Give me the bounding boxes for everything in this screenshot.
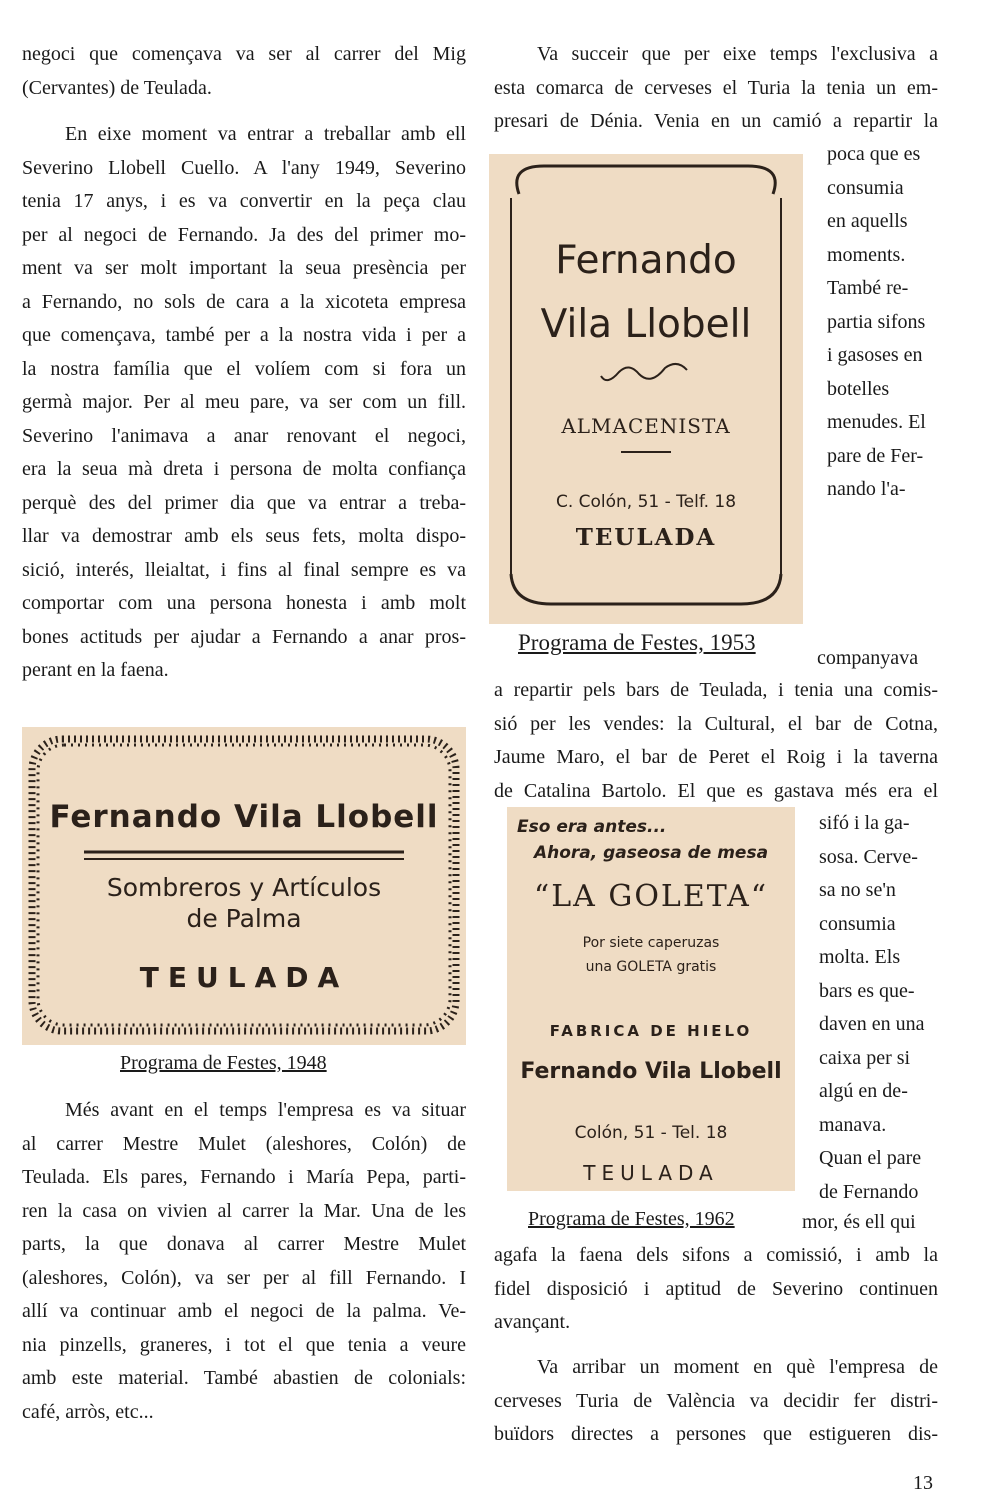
text-line: ren la casa on vivien al carrer la Mar. Una de les [22,1199,466,1222]
text-line: sa no se'n [819,879,896,901]
text-line: perant en la faena. [22,659,169,681]
text-line: partia sifons [827,310,926,333]
text-line: ment va ser molt important la seua presència per [22,257,466,279]
text-line-fragment: companyava [817,647,919,669]
text-line: la nostra família que el volíem com si fora un [22,357,466,380]
ad-1953-address: C. Colón, 51 - Telf. 18 [555,492,737,512]
text-line: Va succeir que per eixe temps l'exclusiva a [537,43,938,65]
text-line: esta comarca de cerveses el Turia la tenia un em- [494,76,938,99]
text-line: bars es que- [819,979,915,1002]
text-line: algú en de- [819,1080,908,1102]
ad-1953-line1: Fernando [555,238,737,283]
text-line: llar va demostrar amb els seus fets, molta dispo- [22,525,466,547]
text-line: buïdors directes a persones que estigueren dis- [494,1423,938,1445]
ad-1948-image [22,727,466,1045]
text-line: Més avant en el temps l'empresa es va situar [65,1099,466,1121]
caption-1953: Programa de Festes, 1953 [518,630,756,655]
ad-1953-line2: Vila Llobell [540,302,752,347]
text-line: café, arròs, etc... [22,1400,154,1423]
right-paragraph-1-top [494,38,938,139]
text-line: nia pinzells, graneres, i tot el que tenia a veure [22,1333,466,1356]
ad-1948-name: Fernando Vila Llobell [49,799,439,835]
text-line: era la seua mà dreta i persona de molta confiança [22,458,466,480]
text-line: moments. [827,243,906,266]
ad-1962-address: Colón, 51 - Tel. 18 [574,1123,728,1143]
text-line: pare de Fer- [827,444,924,467]
text-line: agafa la faena dels sifons a comissió, i amb la [494,1244,938,1266]
ad-1953-role: ALMACENISTA [561,414,731,438]
text-line: Va arribar un moment en què l'empresa de [537,1356,938,1378]
ad-1962-brand: “LA GOLETA“ [533,879,769,914]
right-paragraph-2 [494,1351,938,1452]
text-line: nando l'a- [827,478,906,500]
text-line: de Fernando [819,1180,919,1203]
text-line: a Fernando, no sols de cara a la xicoteta empresa [22,290,466,313]
text-line: amb este material. També abastien de colonials: [22,1367,466,1389]
text-line: (aleshores, Colón), va ser per al fill Fernando. I [22,1266,466,1289]
ad-1948-line1: Sombreros y Artículos [106,873,382,902]
text-line: caixa per si [819,1046,911,1069]
ad-1948-town: TEULADA [139,961,349,994]
text-line: consumia [819,912,896,935]
text-line: al carrer Mestre Mulet (aleshores, Colón) de [22,1132,466,1155]
text-line: negoci que començava va ser al carrer del Mig [22,43,466,65]
ad-1962-offer2: una GOLETA gratis [585,959,717,975]
page-number: 13 [913,1472,933,1494]
text-line: i gasoses en [827,344,923,366]
text-line: consumia [827,176,904,199]
ad-1953-town: TEULADA [575,524,717,551]
right-paragraph-1-end [494,1239,938,1340]
text-line [802,1206,916,1240]
ad-1962-image [507,807,795,1191]
text-line: parts, la que donava al carrer Mestre Mulet [22,1233,466,1255]
text-line: en aquells [827,210,908,232]
text-line: Quan el pare [819,1147,922,1169]
ad-1953-border [489,154,803,624]
ad-1948-line2: de Palma [186,904,302,933]
ad-1962-factory: FABRICA DE HIELO [549,1022,753,1040]
left-paragraph-1 [22,38,466,105]
text-line: germà major. Per al meu pare, va ser com un fill. [22,391,466,413]
text-line: comportar com una persona honesta i amb molt [22,592,466,614]
text-line: fidel disposició i aptitud de Severino continuen [494,1277,938,1300]
text-line: perquè des del primer dia que va entrar a treba- [22,491,466,514]
ad-1962-line2: Ahora, gaseosa de mesa [533,843,769,863]
text-line: sosa. Cerve- [819,845,918,868]
caption-1948: Programa de Festes, 1948 [120,1052,327,1074]
text-line: botelles [827,377,890,400]
right-wrap-2 [819,807,938,1209]
text-line: per al negoci de Fernando. Ja des del primer mo- [22,223,466,246]
text-line: de Catalina Bartolo. El que es gastava més era el [494,779,938,802]
text-line-fragment: mor, és ell qui [802,1211,916,1233]
text-line: Severino l'animava a anar renovant el negoci, [22,424,466,447]
text-line: avançant. [494,1311,571,1333]
text-line: També re- [827,277,909,299]
text-line: allí va continuar amb el negoci de la palma. Ve- [22,1300,466,1322]
text-line: sició, interés, lleialtat, i fins al final sempre es va [22,558,466,581]
right-wrap-1 [827,138,938,507]
text-line [817,642,918,676]
ad-1962-line1: Eso era antes... [517,817,667,837]
text-line: que començava, també per a la nostra vida i per a [22,324,466,346]
caption-1962: Programa de Festes, 1962 [528,1208,735,1230]
text-line: Severino Llobell Cuello. A l'any 1949, Severino [22,156,466,179]
ad-1962-town: TEULADA [583,1161,719,1185]
text-line: sifó i la ga- [819,812,910,834]
text-line: Jaume Maro, el bar de Peret el Roig i la taverna [494,746,938,768]
left-paragraph-3 [22,1094,466,1429]
text-line: presari de Dénia. Venia en un camió a repartir la [494,110,938,132]
ad-1962-offer1: Por siete caperuzas [582,935,720,951]
text-line: Teulada. Els pares, Fernando i María Pepa, parti- [22,1166,466,1188]
text-line: tenia 17 anys, i es va convertir en la peça clau [22,190,466,212]
text-line: molta. Els [819,946,901,968]
text-line: manava. [819,1113,887,1136]
ad-1953-image [489,154,803,624]
ad-1962-name: Fernando Vila Llobell [520,1059,782,1084]
text-line: poca que es [827,143,921,165]
text-line: bones actituds per ajudar a Fernando a anar pros- [22,625,466,648]
text-line: cerveses Turia de València va decidir fer distri- [494,1389,938,1412]
text-line: menudes. El [827,411,926,433]
text-line: En eixe moment va entrar a treballar amb ell [65,123,466,145]
text-line: sió per les vendes: la Cultural, el bar de Cotna, [494,712,938,735]
text-line: (Cervantes) de Teulada. [22,76,212,99]
text-line: a repartir pels bars de Teulada, i tenia una comis- [494,679,938,701]
left-paragraph-2 [22,118,466,688]
right-paragraph-1-mid [494,674,938,808]
text-line: daven en una [819,1013,925,1035]
